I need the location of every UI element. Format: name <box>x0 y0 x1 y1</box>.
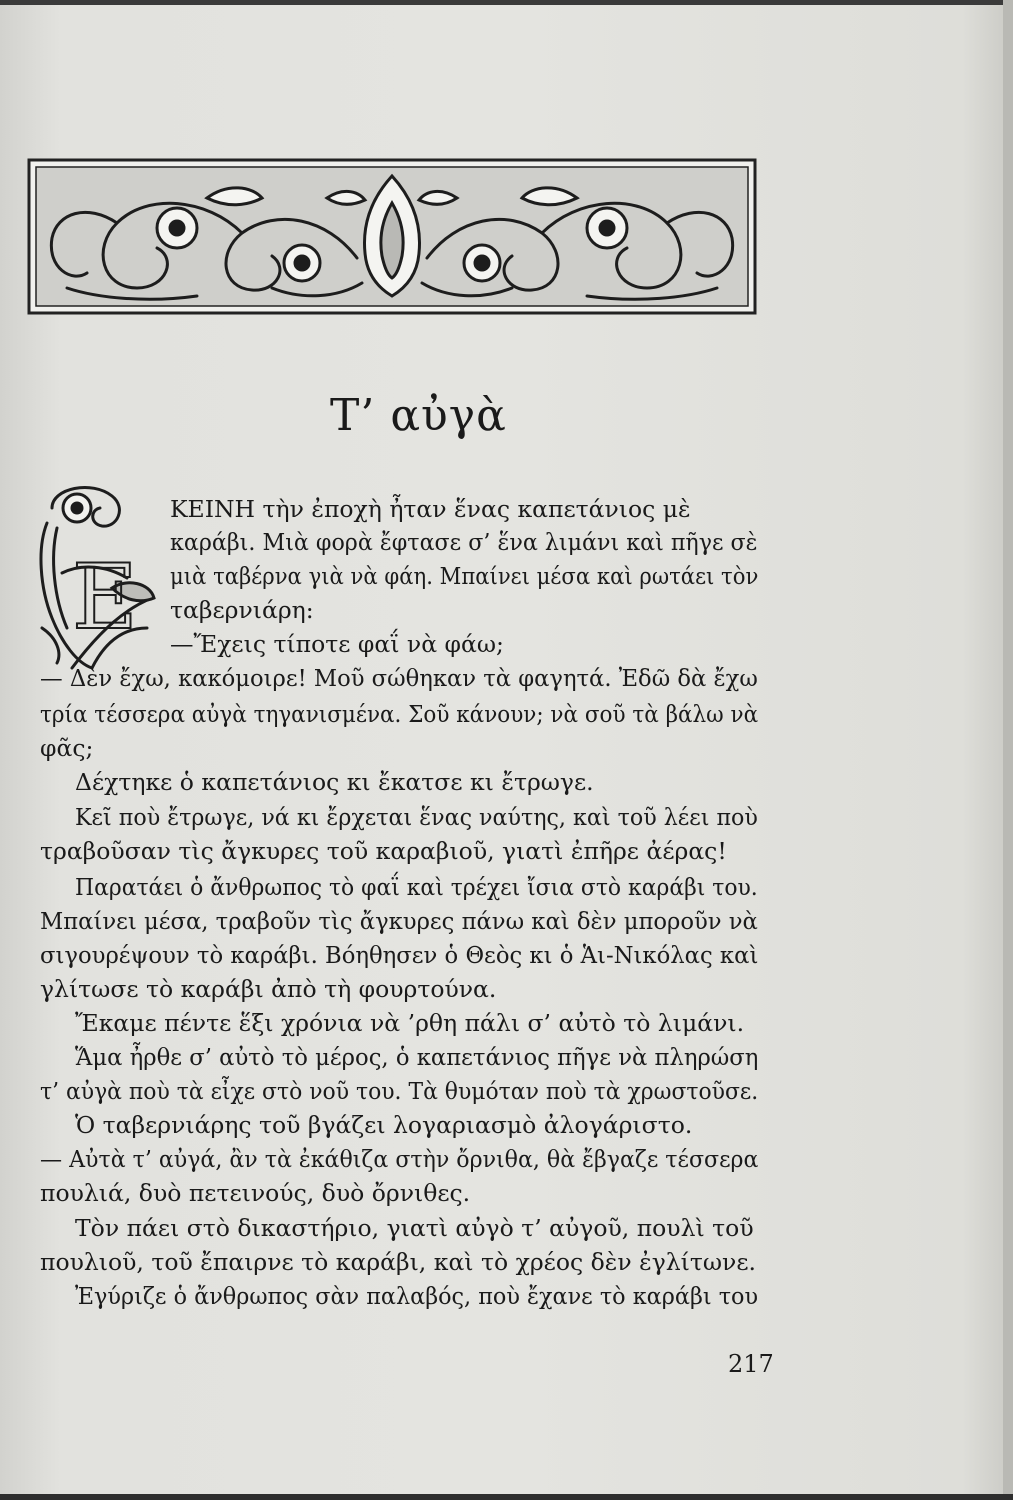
text-line: τραβοῦσαν τὶς ἄγκυρες τοῦ καραβιοῦ, γιατὶ ἐπῆρε ἀέρας! <box>40 837 727 865</box>
text-line: Τὸν πάει στὸ δικαστήριο, γιατὶ αὐγὸ τ’ αὐγοῦ, πουλὶ τοῦ <box>75 1214 754 1242</box>
text-line: Κεῖ ποὺ ἔτρωγε, νά κι ἔρχεται ἕνας ναύτης, καὶ τοῦ λέει ποὺ <box>75 803 758 831</box>
text-line: ταβερνιάρη: <box>170 596 314 624</box>
scan-top-edge <box>0 0 1013 5</box>
text-line: τρία τέσσερα αὐγὰ τηγανισμένα. Σοῦ κάνουν; νὰ σοῦ τὰ βάλω νὰ <box>40 700 759 728</box>
text-line: Ἅμα ἦρθε σ’ αὐτὸ τὸ μέρος, ὁ καπετάνιος πῆγε νὰ πληρώση <box>75 1043 759 1071</box>
ornamental-banner <box>27 158 757 315</box>
scan-right-edge <box>1003 0 1013 1500</box>
text-line: Δέχτηκε ὁ καπετάνιος κι ἔκατσε κι ἔτρωγε. <box>75 768 594 796</box>
text-line: πουλιά, δυὸ πετεινούς, δυὸ ὄρνιθες. <box>40 1179 471 1207</box>
text-line: καράβι. Μιὰ φορὰ ἔφτασε σ’ ἕνα λιμάνι καὶ πῆγε σὲ <box>170 528 758 556</box>
text-line: Ἐγύριζε ὁ ἄνθρωπος σὰν παλαβός, ποὺ ἔχανε τὸ καράβι του <box>75 1282 759 1310</box>
text-line: σιγουρέψουν τὸ καράβι. Βόηθησεν ὁ Θεὸς κι ὁ Ἁι-Νικόλας καὶ <box>40 941 759 969</box>
text-line: πουλιοῦ, τοῦ ἔπαιρνε τὸ καράβι, καὶ τὸ χρέος δὲν ἐγλίτωνε. <box>40 1248 756 1276</box>
text-line: Παρατάει ὁ ἄνθρωπος τὸ φαΐ καὶ τρέχει ἴσια στὸ καράβι του. <box>75 873 758 901</box>
decorated-initial <box>32 478 162 673</box>
text-line: —Ἔχεις τίποτε φαΐ νὰ φάω; <box>170 630 504 658</box>
text-line: Μπαίνει μέσα, τραβοῦν τὶς ἄγκυρες πάνω καὶ δὲν μποροῦν νὰ <box>40 907 758 935</box>
story-title: Τ’ αὐγὰ <box>330 390 507 441</box>
text-line: μιὰ ταβέρνα γιὰ νὰ φάη. Μπαίνει μέσα καὶ ρωτάει τὸν <box>170 562 759 590</box>
drop-cap-letter: Ε <box>72 545 138 650</box>
text-line: φᾶς; <box>40 734 94 762</box>
text-line: Ἔκαμε πέντε ἕξι χρόνια νὰ ’ρθη πάλι σ’ αὐτὸ τὸ λιμάνι. <box>75 1009 745 1037</box>
text-line: γλίτωσε τὸ καράβι ἀπὸ τὴ φουρτούνα. <box>40 975 497 1003</box>
text-line: τ’ αὐγὰ ποὺ τὰ εἶχε στὸ νοῦ του. Τὰ θυμόταν ποὺ τὰ χρωστοῦσε. <box>40 1077 759 1105</box>
page-number: 217 <box>728 1350 774 1378</box>
scan-bottom-edge <box>0 1494 1013 1500</box>
text-line: — Δὲν ἔχω, κακόμοιρε! Μοῦ σώθηκαν τὰ φαγητά. Ἐδῶ δὰ ἔχω <box>40 664 758 692</box>
text-line: Ὁ ταβερνιάρης τοῦ βγάζει λογαριασμὸ ἀλογάριστο. <box>75 1111 693 1139</box>
text-line: ΚΕΙΝΗ τὴν ἐποχὴ ἦταν ἕνας καπετάνιος μὲ <box>170 495 691 523</box>
text-line: — Αὐτὰ τ’ αὐγά, ἂν τὰ ἐκάθιζα στὴν ὄρνιθα, θὰ ἔβγαζε τέσσερα <box>40 1145 759 1173</box>
